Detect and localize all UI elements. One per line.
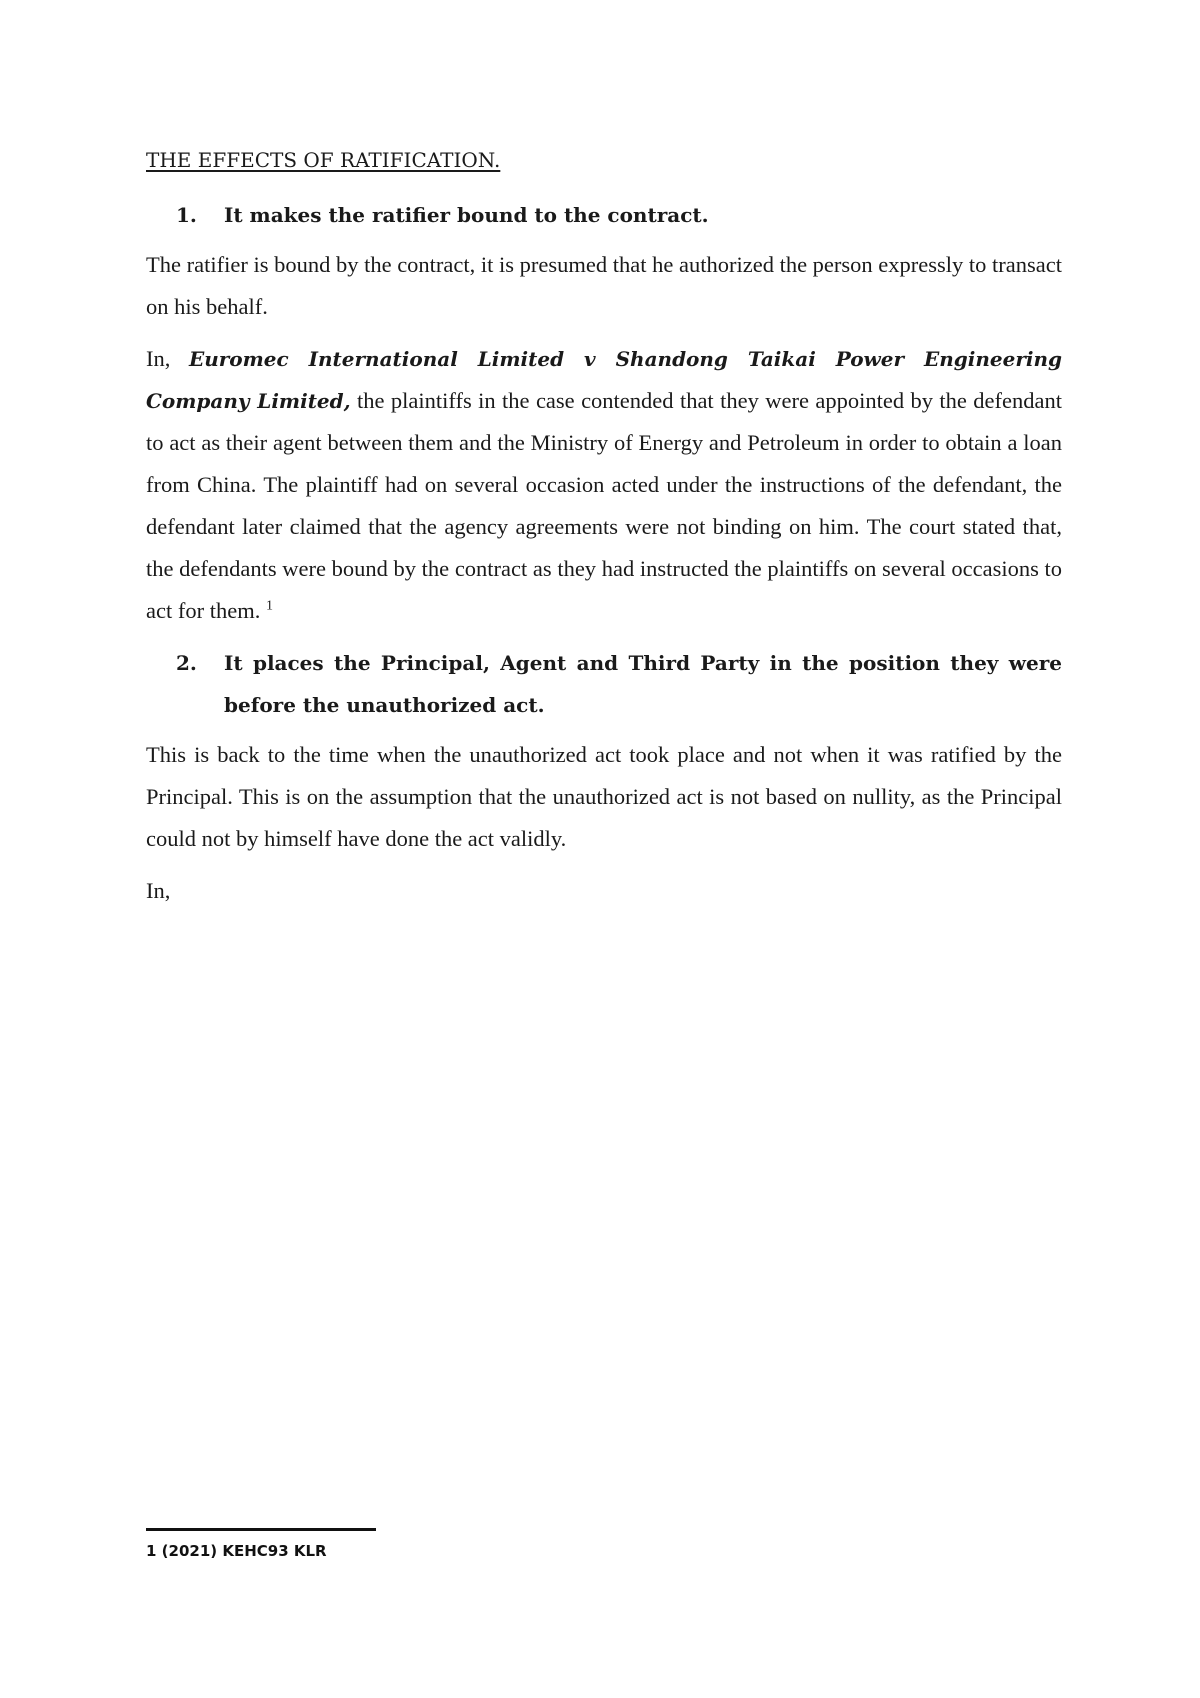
paragraph-lead: In, xyxy=(146,346,189,371)
paragraph-2 xyxy=(146,338,1062,632)
point-text: It places the Principal, Agent and Third Party in the position they were before the unauthorized act. xyxy=(224,651,1062,717)
footnote-divider xyxy=(146,1528,376,1531)
point-number: 2. xyxy=(176,651,197,675)
numbered-point-1 xyxy=(146,194,1062,236)
paragraph-3: This is back to the time when the unauthorized act took place and not when it was ratified by the Principal. This is on the assumption that the unauthorized act is not based on nullity, as the Principal could not by himself have done the act validly. xyxy=(146,742,1062,851)
point-number: 1. xyxy=(176,203,197,227)
document-body xyxy=(146,148,1062,922)
footnote-1: 1 (2021) KEHC93 KLR xyxy=(146,1542,327,1560)
paragraph-body: the plaintiffs in the case contended that they were appointed by the defendant to act as their agent between them and the Ministry of Energy and Petroleum in order to obtain a loan from China. The plaintiff had on several occasion acted under the instructions of the defendant, the defendant later claimed that the agency agreements were not binding on him. The court stated that, the defendants were bound by the contract as they had instructed the plaintiffs on several occasions to act for them. xyxy=(146,388,1062,623)
case-name: Euromec International Limited v Shandong Taikai Power Engineering Company Limited, xyxy=(146,347,1062,413)
footnote-reference[interactable]: 1 xyxy=(265,598,273,614)
paragraph-1: The ratifier is bound by the contract, it is presumed that he authorized the person expressly to transact on his behalf. xyxy=(146,252,1062,319)
point-text: It makes the ratifier bound to the contract. xyxy=(224,203,709,227)
paragraph-4: In, xyxy=(146,878,171,903)
numbered-point-2 xyxy=(146,642,1062,726)
document-title: THE EFFECTS OF RATIFICATION. xyxy=(146,148,501,172)
